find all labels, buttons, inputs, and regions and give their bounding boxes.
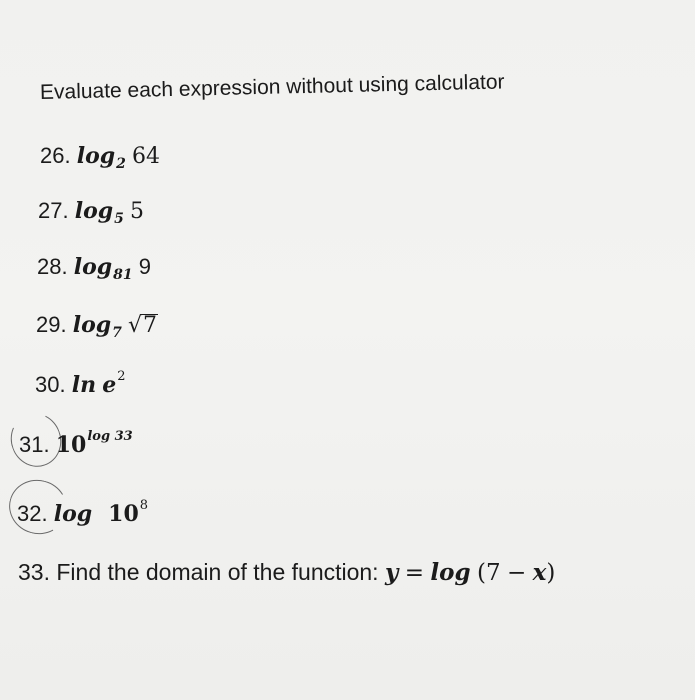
ln-function: ln: [71, 372, 97, 398]
exponent: 8: [139, 498, 149, 513]
log-base: 81: [113, 267, 133, 283]
equals-sign: =: [404, 560, 425, 586]
problem-number: 32.: [17, 501, 48, 526]
problem-26: [40, 145, 160, 171]
radical-sign: √: [128, 313, 143, 338]
problem-number: 29.: [36, 312, 67, 337]
problem-33: [18, 561, 555, 585]
problem-number: 30.: [35, 372, 66, 397]
log-function: log: [74, 198, 114, 224]
problem-number: 33.: [18, 559, 50, 585]
log-function: log: [72, 312, 112, 338]
radicand: 7: [143, 313, 158, 338]
power-base: 10: [108, 501, 139, 527]
problem-30: [35, 370, 125, 396]
problem-number: 31.: [19, 432, 50, 457]
log-base: 2: [116, 156, 126, 172]
log-argument: 9: [138, 254, 151, 279]
problem-number: 26.: [40, 143, 71, 168]
log-function: log: [76, 143, 116, 169]
problem-28: [37, 256, 151, 282]
problem-32: [17, 499, 148, 525]
problem-27: [38, 200, 144, 226]
variable-y: y: [384, 559, 399, 586]
square-root: [128, 314, 158, 337]
log-function: log: [53, 501, 93, 527]
constant-seven: 7: [485, 560, 501, 586]
log-function: log: [430, 559, 471, 586]
log-argument: 64: [132, 144, 161, 169]
log-base: 5: [114, 211, 124, 227]
variable-x: x: [532, 559, 547, 586]
log-argument: 5: [130, 199, 145, 224]
euler-e: e: [102, 372, 117, 398]
problem-29: [36, 314, 158, 340]
problem-31: [19, 430, 133, 456]
problem-number: 27.: [38, 198, 69, 223]
minus-sign: −: [506, 560, 527, 586]
open-paren: (: [476, 560, 486, 586]
problem-number: 28.: [37, 254, 68, 279]
power-base: 10: [55, 432, 87, 458]
instructions-heading: Evaluate each expression without using calculator: [39, 70, 505, 104]
exponent: 2: [117, 369, 126, 384]
log-base: 7: [112, 325, 122, 341]
close-paren: ): [546, 560, 556, 586]
problem-text: Find the domain of the function:: [56, 559, 379, 585]
exponent: log 33: [87, 429, 133, 444]
log-function: log: [73, 254, 113, 280]
